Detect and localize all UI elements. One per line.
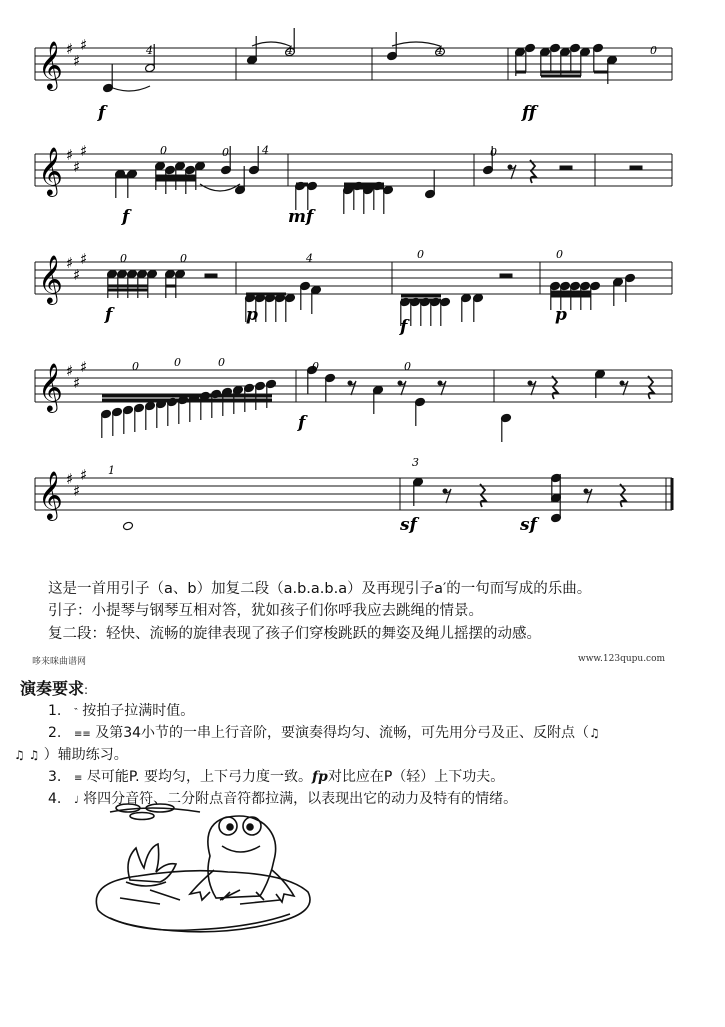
note	[311, 285, 322, 314]
requirement-2: 2. ≡≡ 及第34小节的一串上行音阶，要演奏得均匀、流畅，可先用分弓及正、反附点（♫	[48, 725, 600, 741]
dynamic-mark: mf	[288, 207, 314, 227]
fingering-number: 0	[174, 356, 181, 369]
note	[307, 181, 318, 210]
note	[112, 407, 123, 436]
note	[167, 397, 178, 426]
fingering-number: 4	[146, 44, 153, 57]
quarter-note-icon: ♩	[74, 795, 79, 806]
staff-5	[35, 466, 672, 521]
dynamic-mark: f	[400, 317, 408, 337]
note	[373, 181, 384, 210]
requirement-3: 3. ≡ 尽可能P. 要均匀，上下弓力度一致。fp对比应在P（轻）上下功夫。	[48, 769, 505, 785]
fingering-number: 0	[312, 360, 319, 373]
sharp-icon: ♯	[73, 52, 81, 70]
note	[425, 170, 436, 199]
fingering-number: 0	[556, 248, 563, 261]
note	[625, 273, 636, 302]
fingering-number: 0	[180, 252, 187, 265]
sharp-icon: ♯	[66, 146, 74, 164]
treble-clef-icon: 𝄞	[38, 362, 63, 411]
note	[123, 521, 134, 531]
note	[613, 277, 624, 306]
sharp-icon: ♯	[80, 358, 88, 376]
dynamic-mark: sf	[520, 515, 537, 535]
note	[420, 297, 431, 326]
treble-clef-icon: 𝄞	[38, 146, 63, 195]
fingering-number: 4	[286, 44, 293, 57]
sharp-icon: ♯	[73, 158, 81, 176]
note	[343, 185, 354, 214]
note	[156, 399, 167, 428]
requirement-4: 4. ♩ 将四分音符、二分附点音符都拉满，以表现出它的动力及特有的情绪。	[48, 791, 518, 807]
dynamic-mark: sf	[400, 515, 417, 535]
note	[295, 181, 306, 210]
note	[325, 373, 336, 402]
note	[145, 401, 156, 430]
dynamic-mark: f	[122, 207, 130, 227]
note	[373, 385, 384, 414]
fingering-number: 0	[490, 146, 497, 159]
description-line-1: 这是一首用引子（a、b）加复二段（a.b.a.b.a）及再现引子a′的一句而写成的乐曲。	[48, 581, 592, 597]
fingering-number: 0	[650, 44, 657, 57]
note	[189, 393, 200, 422]
note	[387, 32, 398, 61]
note	[363, 185, 374, 214]
note	[249, 146, 260, 175]
watermark-left: 哆来咪曲谱网	[32, 657, 87, 667]
note	[285, 293, 296, 322]
sharp-icon: ♯	[66, 470, 74, 488]
fingering-number: 0	[120, 252, 127, 265]
fingering-number: 0	[160, 144, 167, 157]
frog-on-lily-pad-illustration	[90, 800, 320, 950]
description-line-2: 引子：小提琴与钢琴互相对答，犹如孩子们你呼我应去跳绳的情景。	[48, 603, 483, 619]
fingering-number: 3	[412, 456, 419, 469]
sharp-icon: ♯	[80, 142, 88, 160]
fingering-number: 4	[436, 44, 443, 57]
note	[570, 43, 581, 72]
treble-clef-icon: 𝄞	[38, 470, 63, 519]
fingering-number: 0	[132, 360, 139, 373]
sharp-icon: ♯	[80, 250, 88, 268]
fingering-number: 4	[306, 252, 313, 265]
note	[134, 403, 145, 432]
note	[415, 397, 426, 426]
note	[593, 43, 604, 72]
dynamic-mark: ff	[522, 103, 537, 123]
sharp-icon: ♯	[66, 254, 74, 272]
watermark-right: www.123qupu.com	[578, 654, 666, 664]
dynamic-mark: f	[105, 305, 113, 325]
note	[430, 297, 441, 326]
description-line-3: 复二段：轻快、流畅的旋律表现了孩子们穿梭跳跃的舞姿及绳儿摇摆的动感。	[48, 626, 541, 642]
note	[410, 297, 421, 326]
note	[123, 405, 134, 434]
note	[461, 293, 472, 322]
fingering-number: 0	[417, 248, 424, 261]
fingering-number: 0	[222, 146, 229, 159]
note	[127, 169, 138, 198]
note	[440, 297, 451, 326]
note	[473, 293, 484, 322]
note	[211, 389, 222, 418]
note	[590, 281, 601, 310]
note	[300, 281, 311, 310]
sixteenth-notes-icon: ≡	[74, 773, 83, 784]
note	[244, 383, 255, 412]
sharp-icon: ♯	[73, 482, 81, 500]
fingering-number: 1	[108, 464, 115, 477]
note	[101, 409, 112, 438]
note	[353, 181, 364, 210]
sixteenth-notes-icon: ≡≡	[74, 729, 91, 740]
sharp-icon: ♯	[80, 36, 88, 54]
requirement-1: 1. ‶ 按拍子拉满时值。	[48, 703, 195, 719]
sharp-icon: ♯	[80, 466, 88, 484]
requirements-title: 演奏要求:	[20, 679, 89, 698]
treble-clef-icon: 𝄞	[38, 254, 63, 303]
dynamic-mark: f	[98, 103, 106, 123]
treble-clef-icon: 𝄞	[38, 40, 63, 89]
note	[550, 43, 561, 72]
dotted-rhythm-icon: ♫	[589, 726, 600, 740]
fingering-number: 4	[262, 144, 269, 157]
note	[103, 64, 114, 93]
staff-4	[35, 358, 672, 413]
dynamic-mark: p	[555, 305, 567, 325]
dynamic-mark: f	[298, 413, 306, 433]
fingering-number: 0	[218, 356, 225, 369]
sharp-icon: ♯	[73, 266, 81, 284]
sharp-icon: ♯	[73, 374, 81, 392]
note	[247, 36, 258, 65]
fingering-number: 0	[404, 360, 411, 373]
note	[501, 413, 512, 442]
note	[525, 43, 536, 72]
dotted-rhythm-icon: ♫ ♫	[14, 748, 40, 762]
note	[115, 169, 126, 198]
note	[383, 185, 394, 214]
sharp-icon: ♯	[66, 40, 74, 58]
requirement-2-cont: ♫ ♫ ）辅助练习。	[14, 747, 128, 763]
dynamic-mark: p	[246, 305, 258, 325]
sharp-icon: ♯	[66, 362, 74, 380]
